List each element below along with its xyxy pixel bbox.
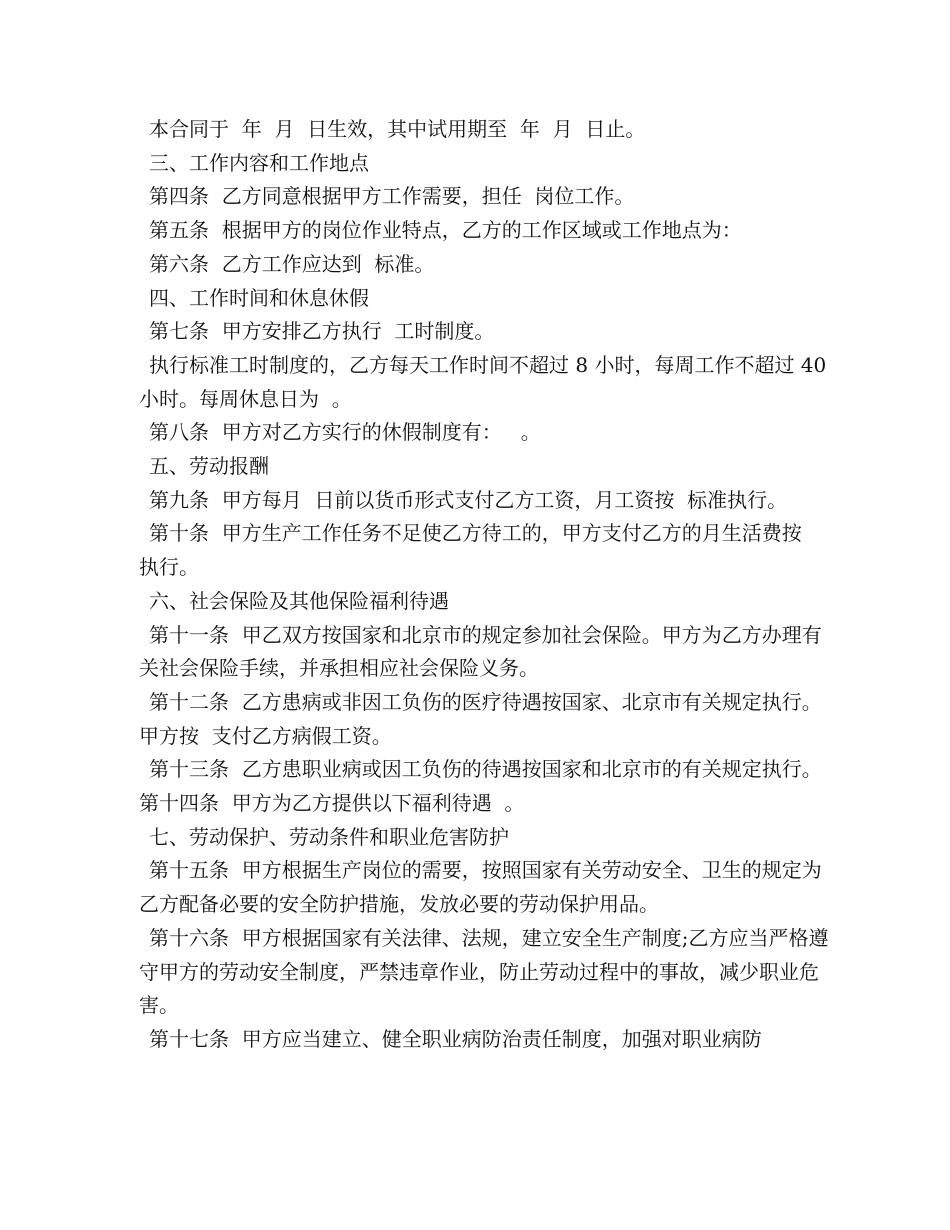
article-13-14: 第十三条 乙方患职业病或因工负伤的待遇按国家和北京市的有关规定执行。 第十四条 甲方为乙方提供以下福利待遇 。 [139, 757, 835, 816]
article-8: 第八条 甲方对乙方实行的休假制度有： 。 [149, 420, 541, 445]
article-17: 第十七条 甲方应当建立、健全职业病防治责任制度，加强对职业病防 [149, 1026, 762, 1051]
article-12: 第十二条 乙方患病或非因工负伤的医疗待遇按国家、北京市有关规定执行。甲方按 支付乙方病假工资。 [139, 689, 822, 748]
article-10: 第十条 甲方生产工作任务不足使乙方待工的，甲方支付乙方的月生活费按 执行。 [139, 521, 815, 580]
standard-hours-paragraph: 执行标准工时制度的，乙方每天工作时间不超过 8 小时，每周工作不超过 40 小时。每周休息日为 。 [139, 352, 833, 411]
article-11: 第十一条 甲乙双方按国家和北京市的规定参加社会保险。甲方为乙方办理有关社会保险手续，并承担相应社会保险义务。 [139, 622, 822, 681]
article-16: 第十六条 甲方根据国家有关法律、法规，建立安全生产制度;乙方应当严格遵守甲方的劳动安全制度，严禁违章作业，防止劳动过程中的事故，减少职业危害。 [139, 925, 829, 1018]
section-heading-labor-protection: 七、劳动保护、劳动条件和职业危害防护 [149, 824, 509, 849]
section-heading-social-insurance: 六、社会保险及其他保险福利待遇 [149, 588, 449, 613]
section-heading-working-hours: 四、工作时间和休息休假 [149, 285, 369, 310]
article-5: 第五条 根据甲方的岗位作业特点，乙方的工作区域或工作地点为： [149, 218, 742, 243]
article-4: 第四条 乙方同意根据甲方工作需要，担任 岗位工作。 [149, 184, 635, 209]
section-heading-work-content: 三、工作内容和工作地点 [149, 150, 369, 175]
contract-body [139, 113, 835, 1057]
article-15: 第十五条 甲方根据生产岗位的需要，按照国家有关劳动安全、卫生的规定为乙方配备必要的安全防护措施，发放必要的劳动保护用品。 [139, 858, 822, 917]
article-9: 第九条 甲方每月 日前以货币形式支付乙方工资，月工资按 标准执行。 [149, 487, 788, 512]
article-7: 第七条 甲方安排乙方执行 工时制度。 [149, 319, 495, 344]
effective-date-clause: 本合同于 年 月 日生效，其中试用期至 年 月 日止。 [149, 117, 646, 141]
section-heading-remuneration: 五、劳动报酬 [149, 454, 269, 479]
article-6: 第六条 乙方工作应达到 标准。 [149, 251, 435, 276]
